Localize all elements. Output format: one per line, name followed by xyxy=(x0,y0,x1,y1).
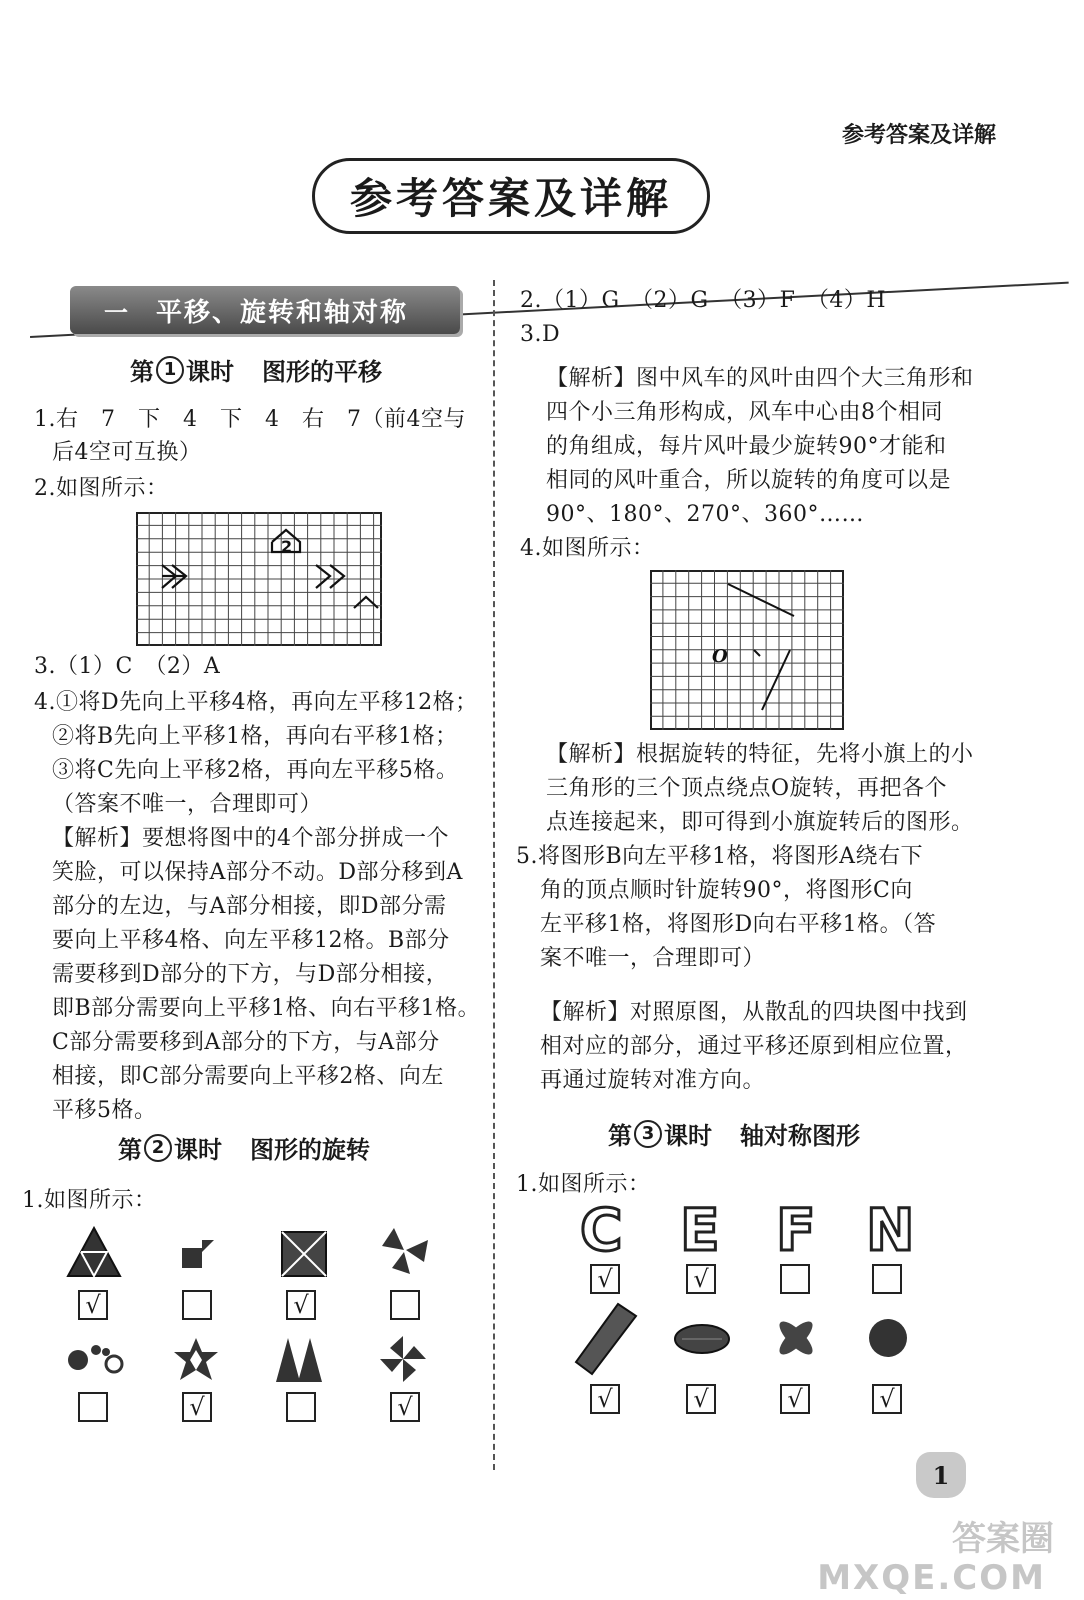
shape-star-icon xyxy=(172,1336,220,1388)
shape-parallelogram-icon xyxy=(574,1302,638,1380)
shape-windmill-icon xyxy=(378,1334,428,1388)
lesson-title: 轴对称图形 xyxy=(740,1122,860,1150)
column-divider xyxy=(493,280,495,1470)
l1-q4-line: 即B部分需要向上平移1格、向右平移1格。 xyxy=(52,996,481,1021)
lesson-title: 图形的平移 xyxy=(262,358,382,386)
watermark-logo: 答案圈 xyxy=(952,1519,1054,1559)
lesson-suffix: 课时 xyxy=(174,1136,222,1164)
r-q3-analysis: 【解析】图中风车的风叶由四个大三角形和 xyxy=(546,366,974,391)
l1-q4-line: 笑脸，可以保持A部分不动。D部分移到A xyxy=(52,860,463,885)
l1-q4-line: 平移5格。 xyxy=(52,1098,157,1123)
checkbox: √ xyxy=(780,1384,810,1414)
r-q5: 再通过旋转对准方向。 xyxy=(540,1068,766,1093)
page-number: 1 xyxy=(932,1460,950,1490)
shape-triangle-icon xyxy=(66,1226,122,1282)
r-q4-analysis: 点连接起来，即可得到小旗旋转后的图形。 xyxy=(546,810,974,835)
rotation-grid-svg xyxy=(650,570,844,730)
l1-q2: 2.如图所示： xyxy=(34,476,169,501)
r-q3-analysis: 相同的风叶重合，所以旋转的角度可以是 xyxy=(546,468,952,493)
r-q5: 5.将图形B向左平移1格，将图形A绕右下 xyxy=(516,844,924,869)
translation-grid-svg xyxy=(136,512,382,646)
checkbox: √ xyxy=(78,1290,108,1320)
lesson-number: 2 xyxy=(144,1134,172,1162)
watermark-url: MXQE.COM xyxy=(817,1558,1046,1598)
translation-grid xyxy=(136,512,382,646)
shape-x-square-icon xyxy=(280,1230,328,1282)
checkbox xyxy=(182,1290,212,1320)
checkbox: √ xyxy=(590,1264,620,1294)
letter-e: E xyxy=(680,1196,720,1264)
r-q3-analysis: 的角组成，每片风叶最少旋转90°才能和 xyxy=(546,434,947,459)
checkbox: √ xyxy=(686,1384,716,1414)
checkbox xyxy=(390,1290,420,1320)
r-q3-analysis: 四个小三角形构成，风车中心由8个相同 xyxy=(546,400,943,425)
unit-number: 一 xyxy=(104,298,128,327)
checkbox: √ xyxy=(590,1384,620,1414)
letter-c: C xyxy=(580,1196,623,1264)
lesson-1-heading xyxy=(130,352,382,387)
r-q4: 4.如图所示： xyxy=(520,536,655,561)
l1-q4-line: C部分需要移到A部分的下方，与A部分 xyxy=(52,1030,440,1055)
checkbox xyxy=(286,1392,316,1422)
l1-q4-line: ②将B先向上平移1格，再向右平移1格； xyxy=(52,724,458,749)
l1-q4-line: 相接，即C部分需要向上平移2格、向左 xyxy=(52,1064,444,1089)
l1-q4-line: 要向上平移4格、向左平移12格。B部分 xyxy=(52,928,450,953)
lesson-prefix: 第 xyxy=(608,1122,632,1150)
checkbox xyxy=(872,1264,902,1294)
r-q5: 角的顶点顺时针旋转90°，将图形C向 xyxy=(540,878,913,903)
l1-q4-line: 【解析】要想将图中的4个部分拼成一个 xyxy=(52,826,449,851)
r-q2: 2.（1）G （2）G （3）F （4）H xyxy=(520,288,887,313)
shape-clover-icon xyxy=(770,1312,822,1368)
lesson-3-heading xyxy=(608,1116,860,1151)
l1-q3: 3.（1）C （2）A xyxy=(34,654,221,679)
checkbox: √ xyxy=(286,1290,316,1320)
shape-ellipse-icon xyxy=(672,1322,732,1360)
page-title: 参考答案及详解 xyxy=(349,174,672,223)
shape-circle-icon xyxy=(866,1316,910,1364)
l1-q4-line: ③将C先向上平移2格，再向左平移5格。 xyxy=(52,758,459,783)
checkbox: √ xyxy=(872,1384,902,1414)
page-number-badge xyxy=(916,1452,966,1498)
checkbox: √ xyxy=(390,1392,420,1422)
point-o-label: O xyxy=(712,646,728,667)
l2-q1: 1.如图所示： xyxy=(22,1188,157,1213)
r-q3: 3.D xyxy=(520,322,561,347)
r-q5: 左平移1格，将图形D向右平移1格。（答 xyxy=(540,912,937,937)
lesson-prefix: 第 xyxy=(130,358,154,386)
lesson-title: 图形的旋转 xyxy=(250,1136,370,1164)
l3-q1: 1.如图所示： xyxy=(516,1172,651,1197)
r-q5: 相对应的部分，通过平移还原到相应位置， xyxy=(540,1034,968,1059)
running-header: 参考答案及详解 xyxy=(841,123,996,148)
shape-circles-icon xyxy=(66,1340,126,1384)
r-q5: 【解析】对照原图，从散乱的四块图中找到 xyxy=(540,1000,968,1025)
unit-title: 平移、旋转和轴对称 xyxy=(156,297,409,328)
l1-q1-line2: 后4空可互换） xyxy=(52,440,202,465)
lesson-number: 1 xyxy=(156,356,184,384)
lesson-suffix: 课时 xyxy=(186,358,234,386)
grid-label-2: 2 xyxy=(281,537,293,556)
shape-square-flag-icon xyxy=(180,1236,216,1276)
checkbox: √ xyxy=(182,1392,212,1422)
lesson-suffix: 课时 xyxy=(664,1122,712,1150)
r-q4-analysis: 三角形的三个顶点绕点O旋转，再把各个 xyxy=(546,776,948,801)
lesson-prefix: 第 xyxy=(118,1136,142,1164)
page-title-box xyxy=(312,158,710,234)
l1-q1-line1: 1.右 7 下 4 下 4 右 7（前4空与 xyxy=(34,407,466,432)
checkbox xyxy=(780,1264,810,1294)
l1-q4-line: 需要移到D部分的下方，与D部分相接， xyxy=(52,962,449,987)
l1-q4-line: 4.①将D先向上平移4格，再向左平移12格； xyxy=(34,690,478,715)
checkbox: √ xyxy=(686,1264,716,1294)
l1-q4-line: （答案不唯一，合理即可） xyxy=(52,792,323,817)
letter-n: N xyxy=(866,1196,915,1264)
l1-q4-line: 部分的左边，与A部分相接，即D部分需 xyxy=(52,894,447,919)
r-q3-analysis: 90°、180°、270°、360°…… xyxy=(546,502,864,527)
shape-pinwheel-icon xyxy=(380,1226,430,1280)
r-q5: 案不唯一，合理即可） xyxy=(540,946,766,971)
r-q4-analysis: 【解析】根据旋转的特征，先将小旗上的小 xyxy=(546,742,974,767)
rotation-grid xyxy=(650,570,844,730)
shape-peaks-icon xyxy=(274,1334,324,1388)
letter-f: F xyxy=(776,1196,816,1264)
lesson-2-heading xyxy=(118,1130,370,1165)
unit-banner xyxy=(70,286,460,334)
lesson-number: 3 xyxy=(634,1120,662,1148)
checkbox xyxy=(78,1392,108,1422)
